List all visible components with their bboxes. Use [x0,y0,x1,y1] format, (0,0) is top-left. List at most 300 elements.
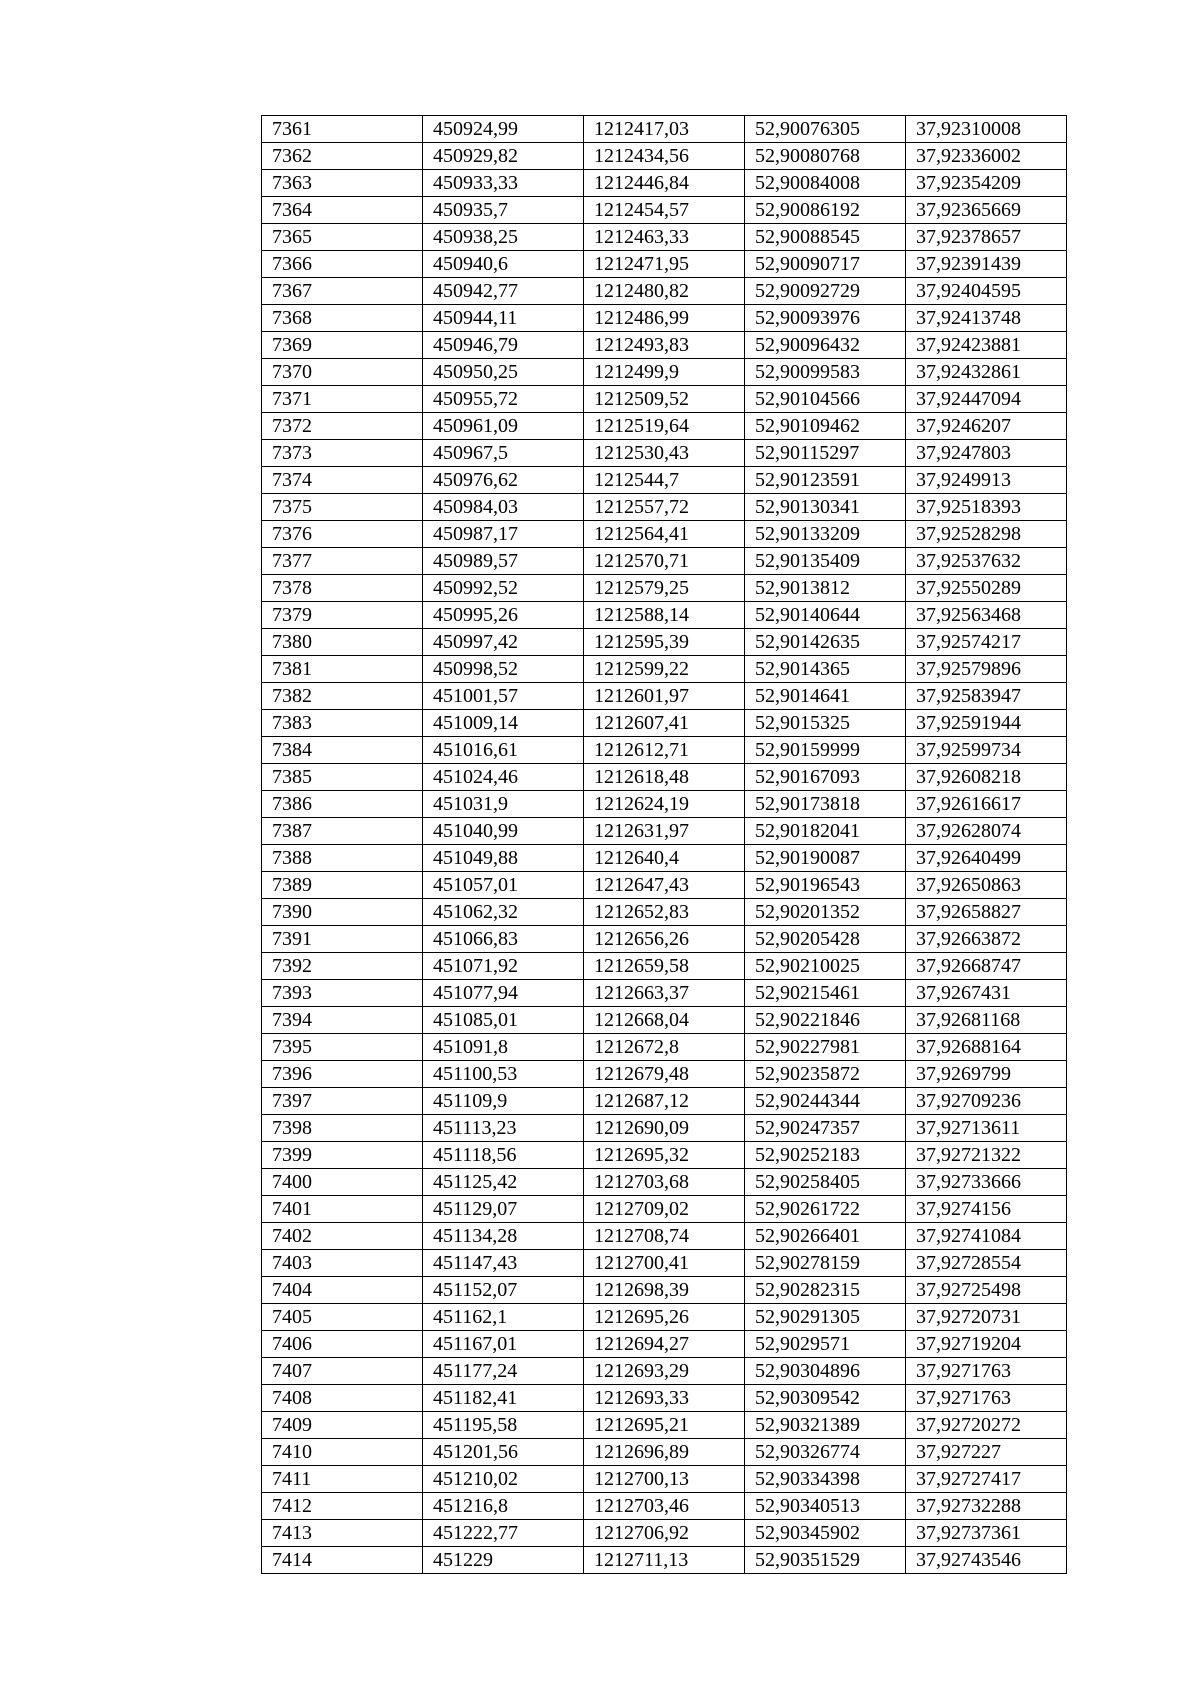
y-coordinate-cell: 1212493,83 [584,332,745,359]
latitude-cell: 52,90115297 [745,440,906,467]
y-coordinate-cell: 1212690,09 [584,1115,745,1142]
table-row [262,1223,1067,1250]
latitude-cell: 52,90321389 [745,1412,906,1439]
latitude-cell: 52,90291305 [745,1304,906,1331]
y-coordinate-cell: 1212679,48 [584,1061,745,1088]
table-row [262,656,1067,683]
x-coordinate-cell: 450940,6 [423,251,584,278]
longitude-cell: 37,92720272 [906,1412,1067,1439]
x-coordinate-cell: 450935,7 [423,197,584,224]
point-number-cell: 7371 [262,386,423,413]
point-number-cell: 7362 [262,143,423,170]
table-row [262,305,1067,332]
latitude-cell: 52,90282315 [745,1277,906,1304]
point-number-cell: 7408 [262,1385,423,1412]
table-row [262,1169,1067,1196]
x-coordinate-cell: 450950,25 [423,359,584,386]
latitude-cell: 52,90261722 [745,1196,906,1223]
x-coordinate-cell: 451195,58 [423,1412,584,1439]
x-coordinate-cell: 451113,23 [423,1115,584,1142]
longitude-cell: 37,92721322 [906,1142,1067,1169]
latitude-cell: 52,90258405 [745,1169,906,1196]
y-coordinate-cell: 1212703,46 [584,1493,745,1520]
longitude-cell: 37,92423881 [906,332,1067,359]
point-number-cell: 7393 [262,980,423,1007]
y-coordinate-cell: 1212519,64 [584,413,745,440]
latitude-cell: 52,90135409 [745,548,906,575]
latitude-cell: 52,90173818 [745,791,906,818]
y-coordinate-cell: 1212700,41 [584,1250,745,1277]
point-number-cell: 7380 [262,629,423,656]
longitude-cell: 37,92725498 [906,1277,1067,1304]
y-coordinate-cell: 1212557,72 [584,494,745,521]
y-coordinate-cell: 1212696,89 [584,1439,745,1466]
x-coordinate-cell: 451222,77 [423,1520,584,1547]
table-row [262,683,1067,710]
x-coordinate-cell: 450955,72 [423,386,584,413]
longitude-cell: 37,92733666 [906,1169,1067,1196]
y-coordinate-cell: 1212698,39 [584,1277,745,1304]
x-coordinate-cell: 451100,53 [423,1061,584,1088]
table-row [262,818,1067,845]
longitude-cell: 37,92608218 [906,764,1067,791]
x-coordinate-cell: 450989,57 [423,548,584,575]
table-row [262,521,1067,548]
table-row [262,1196,1067,1223]
x-coordinate-cell: 451162,1 [423,1304,584,1331]
latitude-cell: 52,90130341 [745,494,906,521]
x-coordinate-cell: 450995,26 [423,602,584,629]
longitude-cell: 37,92732288 [906,1493,1067,1520]
longitude-cell: 37,9267431 [906,980,1067,1007]
latitude-cell: 52,90109462 [745,413,906,440]
y-coordinate-cell: 1212647,43 [584,872,745,899]
latitude-cell: 52,90159999 [745,737,906,764]
y-coordinate-cell: 1212530,43 [584,440,745,467]
point-number-cell: 7384 [262,737,423,764]
longitude-cell: 37,9249913 [906,467,1067,494]
x-coordinate-cell: 450997,42 [423,629,584,656]
x-coordinate-cell: 451031,9 [423,791,584,818]
latitude-cell: 52,90351529 [745,1547,906,1574]
y-coordinate-cell: 1212471,95 [584,251,745,278]
y-coordinate-cell: 1212652,83 [584,899,745,926]
y-coordinate-cell: 1212631,97 [584,818,745,845]
point-number-cell: 7373 [262,440,423,467]
y-coordinate-cell: 1212601,97 [584,683,745,710]
point-number-cell: 7402 [262,1223,423,1250]
latitude-cell: 52,90086192 [745,197,906,224]
point-number-cell: 7397 [262,1088,423,1115]
y-coordinate-cell: 1212663,37 [584,980,745,1007]
table-row [262,737,1067,764]
longitude-cell: 37,92720731 [906,1304,1067,1331]
point-number-cell: 7407 [262,1358,423,1385]
table-row [262,1277,1067,1304]
point-number-cell: 7395 [262,1034,423,1061]
table-body [262,116,1067,1574]
x-coordinate-cell: 450942,77 [423,278,584,305]
point-number-cell: 7412 [262,1493,423,1520]
y-coordinate-cell: 1212694,27 [584,1331,745,1358]
longitude-cell: 37,92413748 [906,305,1067,332]
point-number-cell: 7366 [262,251,423,278]
x-coordinate-cell: 451152,07 [423,1277,584,1304]
latitude-cell: 52,90247357 [745,1115,906,1142]
longitude-cell: 37,9271763 [906,1385,1067,1412]
point-number-cell: 7405 [262,1304,423,1331]
latitude-cell: 52,90182041 [745,818,906,845]
table-row [262,764,1067,791]
table-row [262,1142,1067,1169]
table-row [262,170,1067,197]
longitude-cell: 37,9271763 [906,1358,1067,1385]
longitude-cell: 37,92737361 [906,1520,1067,1547]
table-row [262,413,1067,440]
longitude-cell: 37,92650863 [906,872,1067,899]
longitude-cell: 37,92599734 [906,737,1067,764]
table-row [262,1088,1067,1115]
x-coordinate-cell: 451077,94 [423,980,584,1007]
point-number-cell: 7401 [262,1196,423,1223]
y-coordinate-cell: 1212656,26 [584,926,745,953]
latitude-cell: 52,9014365 [745,656,906,683]
y-coordinate-cell: 1212618,48 [584,764,745,791]
x-coordinate-cell: 450998,52 [423,656,584,683]
point-number-cell: 7404 [262,1277,423,1304]
y-coordinate-cell: 1212695,32 [584,1142,745,1169]
table-row [262,116,1067,143]
latitude-cell: 52,90167093 [745,764,906,791]
table-row [262,1358,1067,1385]
longitude-cell: 37,92709236 [906,1088,1067,1115]
y-coordinate-cell: 1212693,33 [584,1385,745,1412]
longitude-cell: 37,92616617 [906,791,1067,818]
latitude-cell: 52,9029571 [745,1331,906,1358]
longitude-cell: 37,92447094 [906,386,1067,413]
table-row [262,1520,1067,1547]
latitude-cell: 52,90080768 [745,143,906,170]
y-coordinate-cell: 1212434,56 [584,143,745,170]
point-number-cell: 7406 [262,1331,423,1358]
longitude-cell: 37,92583947 [906,683,1067,710]
longitude-cell: 37,92336002 [906,143,1067,170]
point-number-cell: 7390 [262,899,423,926]
y-coordinate-cell: 1212486,99 [584,305,745,332]
y-coordinate-cell: 1212564,41 [584,521,745,548]
point-number-cell: 7411 [262,1466,423,1493]
latitude-cell: 52,90345902 [745,1520,906,1547]
longitude-cell: 37,92688164 [906,1034,1067,1061]
longitude-cell: 37,92404595 [906,278,1067,305]
point-number-cell: 7376 [262,521,423,548]
x-coordinate-cell: 451040,99 [423,818,584,845]
y-coordinate-cell: 1212624,19 [584,791,745,818]
latitude-cell: 52,90096432 [745,332,906,359]
longitude-cell: 37,92563468 [906,602,1067,629]
latitude-cell: 52,90201352 [745,899,906,926]
table-row [262,845,1067,872]
longitude-cell: 37,92741084 [906,1223,1067,1250]
x-coordinate-cell: 451201,56 [423,1439,584,1466]
table-row [262,1493,1067,1520]
x-coordinate-cell: 451216,8 [423,1493,584,1520]
point-number-cell: 7391 [262,926,423,953]
y-coordinate-cell: 1212709,02 [584,1196,745,1223]
longitude-cell: 37,92365669 [906,197,1067,224]
longitude-cell: 37,92537632 [906,548,1067,575]
x-coordinate-cell: 451134,28 [423,1223,584,1250]
point-number-cell: 7367 [262,278,423,305]
x-coordinate-cell: 451001,57 [423,683,584,710]
y-coordinate-cell: 1212588,14 [584,602,745,629]
y-coordinate-cell: 1212703,68 [584,1169,745,1196]
point-number-cell: 7403 [262,1250,423,1277]
longitude-cell: 37,92550289 [906,575,1067,602]
table-row [262,1250,1067,1277]
y-coordinate-cell: 1212693,29 [584,1358,745,1385]
latitude-cell: 52,90244344 [745,1088,906,1115]
longitude-cell: 37,92432861 [906,359,1067,386]
y-coordinate-cell: 1212659,58 [584,953,745,980]
point-number-cell: 7372 [262,413,423,440]
point-number-cell: 7377 [262,548,423,575]
y-coordinate-cell: 1212672,8 [584,1034,745,1061]
latitude-cell: 52,9013812 [745,575,906,602]
latitude-cell: 52,90215461 [745,980,906,1007]
point-number-cell: 7361 [262,116,423,143]
point-number-cell: 7378 [262,575,423,602]
table-row [262,494,1067,521]
longitude-cell: 37,9247803 [906,440,1067,467]
longitude-cell: 37,92518393 [906,494,1067,521]
longitude-cell: 37,92719204 [906,1331,1067,1358]
table-row [262,332,1067,359]
longitude-cell: 37,92579896 [906,656,1067,683]
latitude-cell: 52,9015325 [745,710,906,737]
table-row [262,710,1067,737]
point-number-cell: 7392 [262,953,423,980]
x-coordinate-cell: 450961,09 [423,413,584,440]
x-coordinate-cell: 450992,52 [423,575,584,602]
x-coordinate-cell: 451085,01 [423,1007,584,1034]
table-row [262,548,1067,575]
table-row [262,575,1067,602]
x-coordinate-cell: 451147,43 [423,1250,584,1277]
table-row [262,980,1067,1007]
y-coordinate-cell: 1212695,26 [584,1304,745,1331]
longitude-cell: 37,92574217 [906,629,1067,656]
y-coordinate-cell: 1212579,25 [584,575,745,602]
longitude-cell: 37,92743546 [906,1547,1067,1574]
x-coordinate-cell: 451016,61 [423,737,584,764]
point-number-cell: 7398 [262,1115,423,1142]
longitude-cell: 37,92681168 [906,1007,1067,1034]
table-row [262,359,1067,386]
table-row [262,1304,1067,1331]
latitude-cell: 52,90076305 [745,116,906,143]
point-number-cell: 7383 [262,710,423,737]
table-row [262,440,1067,467]
x-coordinate-cell: 450976,62 [423,467,584,494]
y-coordinate-cell: 1212599,22 [584,656,745,683]
table-row [262,278,1067,305]
latitude-cell: 52,90140644 [745,602,906,629]
point-number-cell: 7386 [262,791,423,818]
x-coordinate-cell: 451066,83 [423,926,584,953]
latitude-cell: 52,90084008 [745,170,906,197]
table-row [262,467,1067,494]
latitude-cell: 52,90093976 [745,305,906,332]
table-row [262,143,1067,170]
table-row [262,1061,1067,1088]
point-number-cell: 7368 [262,305,423,332]
longitude-cell: 37,92658827 [906,899,1067,926]
point-number-cell: 7374 [262,467,423,494]
table-row [262,386,1067,413]
latitude-cell: 52,90099583 [745,359,906,386]
longitude-cell: 37,92310008 [906,116,1067,143]
table-row [262,197,1067,224]
table-row [262,1466,1067,1493]
longitude-cell: 37,92727417 [906,1466,1067,1493]
longitude-cell: 37,92640499 [906,845,1067,872]
point-number-cell: 7396 [262,1061,423,1088]
x-coordinate-cell: 450929,82 [423,143,584,170]
table-row [262,251,1067,278]
table-row [262,872,1067,899]
point-number-cell: 7379 [262,602,423,629]
x-coordinate-cell: 451109,9 [423,1088,584,1115]
point-number-cell: 7413 [262,1520,423,1547]
latitude-cell: 52,90304896 [745,1358,906,1385]
point-number-cell: 7399 [262,1142,423,1169]
latitude-cell: 52,90227981 [745,1034,906,1061]
y-coordinate-cell: 1212706,92 [584,1520,745,1547]
point-number-cell: 7414 [262,1547,423,1574]
longitude-cell: 37,92728554 [906,1250,1067,1277]
table-row [262,1385,1067,1412]
y-coordinate-cell: 1212708,74 [584,1223,745,1250]
y-coordinate-cell: 1212687,12 [584,1088,745,1115]
latitude-cell: 52,90210025 [745,953,906,980]
latitude-cell: 52,90190087 [745,845,906,872]
x-coordinate-cell: 451125,42 [423,1169,584,1196]
longitude-cell: 37,92391439 [906,251,1067,278]
longitude-cell: 37,92663872 [906,926,1067,953]
longitude-cell: 37,92378657 [906,224,1067,251]
point-number-cell: 7400 [262,1169,423,1196]
longitude-cell: 37,92528298 [906,521,1067,548]
table-row [262,1115,1067,1142]
latitude-cell: 52,90221846 [745,1007,906,1034]
longitude-cell: 37,92628074 [906,818,1067,845]
longitude-cell: 37,92354209 [906,170,1067,197]
point-number-cell: 7369 [262,332,423,359]
latitude-cell: 52,90088545 [745,224,906,251]
table-row [262,899,1067,926]
x-coordinate-cell: 451009,14 [423,710,584,737]
y-coordinate-cell: 1212640,4 [584,845,745,872]
point-number-cell: 7375 [262,494,423,521]
point-number-cell: 7385 [262,764,423,791]
x-coordinate-cell: 451229 [423,1547,584,1574]
latitude-cell: 52,90266401 [745,1223,906,1250]
table-row [262,953,1067,980]
y-coordinate-cell: 1212700,13 [584,1466,745,1493]
point-number-cell: 7388 [262,845,423,872]
latitude-cell: 52,90309542 [745,1385,906,1412]
y-coordinate-cell: 1212544,7 [584,467,745,494]
y-coordinate-cell: 1212480,82 [584,278,745,305]
point-number-cell: 7387 [262,818,423,845]
x-coordinate-cell: 450967,5 [423,440,584,467]
x-coordinate-cell: 451071,92 [423,953,584,980]
longitude-cell: 37,92668747 [906,953,1067,980]
table-row [262,1007,1067,1034]
point-number-cell: 7382 [262,683,423,710]
x-coordinate-cell: 451118,56 [423,1142,584,1169]
y-coordinate-cell: 1212607,41 [584,710,745,737]
x-coordinate-cell: 451091,8 [423,1034,584,1061]
x-coordinate-cell: 450984,03 [423,494,584,521]
latitude-cell: 52,90123591 [745,467,906,494]
x-coordinate-cell: 451057,01 [423,872,584,899]
latitude-cell: 52,90092729 [745,278,906,305]
y-coordinate-cell: 1212463,33 [584,224,745,251]
longitude-cell: 37,927227 [906,1439,1067,1466]
latitude-cell: 52,90196543 [745,872,906,899]
point-number-cell: 7381 [262,656,423,683]
point-number-cell: 7394 [262,1007,423,1034]
coordinates-table [261,115,1067,1574]
latitude-cell: 52,90340513 [745,1493,906,1520]
table-row [262,629,1067,656]
table-row [262,791,1067,818]
y-coordinate-cell: 1212711,13 [584,1547,745,1574]
latitude-cell: 52,90090717 [745,251,906,278]
table-row [262,602,1067,629]
x-coordinate-cell: 451177,24 [423,1358,584,1385]
x-coordinate-cell: 451024,46 [423,764,584,791]
latitude-cell: 52,90133209 [745,521,906,548]
x-coordinate-cell: 450933,33 [423,170,584,197]
point-number-cell: 7409 [262,1412,423,1439]
x-coordinate-cell: 450944,11 [423,305,584,332]
y-coordinate-cell: 1212695,21 [584,1412,745,1439]
latitude-cell: 52,90252183 [745,1142,906,1169]
point-number-cell: 7364 [262,197,423,224]
latitude-cell: 52,90142635 [745,629,906,656]
y-coordinate-cell: 1212446,84 [584,170,745,197]
latitude-cell: 52,90205428 [745,926,906,953]
point-number-cell: 7370 [262,359,423,386]
y-coordinate-cell: 1212499,9 [584,359,745,386]
longitude-cell: 37,92591944 [906,710,1067,737]
longitude-cell: 37,92713611 [906,1115,1067,1142]
latitude-cell: 52,90235872 [745,1061,906,1088]
point-number-cell: 7363 [262,170,423,197]
table-row [262,1439,1067,1466]
x-coordinate-cell: 451182,41 [423,1385,584,1412]
point-number-cell: 7389 [262,872,423,899]
latitude-cell: 52,90334398 [745,1466,906,1493]
longitude-cell: 37,9274156 [906,1196,1067,1223]
longitude-cell: 37,9246207 [906,413,1067,440]
table-row [262,1331,1067,1358]
latitude-cell: 52,90278159 [745,1250,906,1277]
y-coordinate-cell: 1212509,52 [584,386,745,413]
